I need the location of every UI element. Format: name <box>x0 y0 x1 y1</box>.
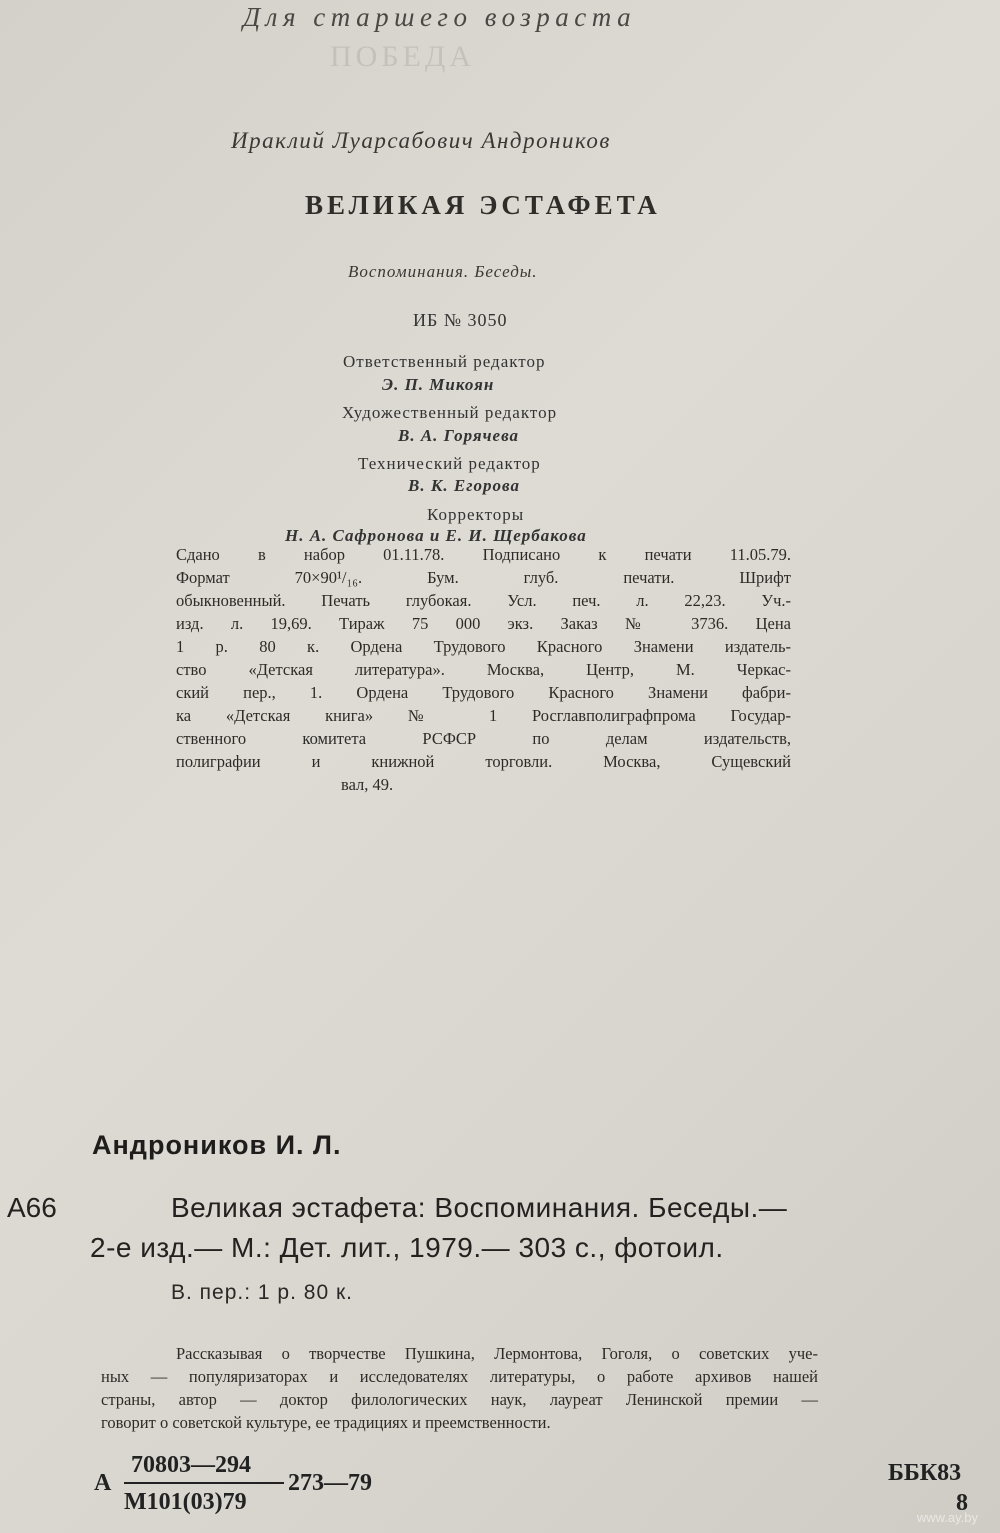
catalog-code: А66 <box>7 1192 57 1223</box>
imprint-line: ский пер., 1. Ордена Трудового Красного Знамени фабри- <box>176 683 791 702</box>
ib-number: ИБ № 3050 <box>413 310 508 330</box>
audience-label: Для старшего возраста <box>243 2 637 32</box>
imprint-line: обыкновенный. Печать глубокая. Усл. печ. л. 22,23. Уч.- <box>176 591 791 610</box>
catalog-price: В. пер.: 1 р. 80 к. <box>171 1281 353 1304</box>
bbk-code: ББК83 <box>888 1460 962 1486</box>
imprint-block <box>176 543 791 796</box>
annotation-line: говорит о советской культуре, ее традициях и преемственности. <box>101 1413 551 1432</box>
bbk-subcode: 8 <box>956 1490 968 1516</box>
imprint-line: изд. л. 19,69. Тираж 75 000 экз. Заказ № 3736. Цена <box>176 614 791 633</box>
staff-name-art-editor: В. А. Горячева <box>398 426 520 445</box>
imprint-line: ство «Детская литература». Москва, Центр, М. Черкас- <box>176 660 791 679</box>
index-denominator: М101(03)79 <box>124 1489 247 1515</box>
annotation-block <box>101 1342 818 1434</box>
show-through-text: ПОБЕДА <box>330 40 476 73</box>
watermark: www.ay.by <box>916 1510 978 1525</box>
imprint-line: вал, 49. <box>341 775 394 794</box>
book-subtitle: Воспоминания. Беседы. <box>348 262 538 281</box>
staff-name-tech-editor: В. К. Егорова <box>408 476 520 495</box>
imprint-line: ка «Детская книга» № 1 Росглавполиграфпрома Государ- <box>176 706 791 725</box>
annotation-line: страны, автор — доктор филологических наук, лауреат Ленинской премии — <box>101 1390 818 1409</box>
imprint-line: полиграфии и книжной торговли. Москва, Сущевский <box>176 752 791 771</box>
imprint-line: 1 р. 80 к. Ордена Трудового Красного Знамени издатель- <box>176 637 791 656</box>
imprint-line: Формат 70×90¹/₁₆. Бум. глуб. печати. Шрифт <box>176 568 791 587</box>
index-letter: А <box>94 1470 112 1496</box>
catalog-title-line: Великая эстафета: Воспоминания. Беседы.— <box>171 1192 788 1223</box>
staff-role-tech-editor: Технический редактор <box>358 454 541 473</box>
staff-role-editor: Ответственный редактор <box>343 352 546 371</box>
staff-name-editor: Э. П. Микоян <box>382 375 495 394</box>
annotation-line: ных — популяризаторах и исследователях литературы, о работе архивов нашей <box>101 1367 818 1386</box>
author-full-name: Ираклий Луарсабович Андроников <box>231 128 611 153</box>
index-numerator: 70803—294 <box>131 1452 251 1478</box>
staff-name-proofreaders: Н. А. Сафронова и Е. И. Щербакова <box>285 526 587 545</box>
catalog-edition-line: 2-е изд.— М.: Дет. лит., 1979.— 303 с., фотоил. <box>90 1232 724 1263</box>
index-tail: 273—79 <box>288 1470 372 1496</box>
staff-role-proofreaders: Корректоры <box>427 505 525 524</box>
annotation-line: Рассказывая о творчестве Пушкина, Лермонтова, Гоголя, о советских уче- <box>176 1344 818 1363</box>
index-fraction-rule <box>124 1482 284 1484</box>
catalog-author: Андроников И. Л. <box>92 1130 342 1160</box>
staff-role-art-editor: Художественный редактор <box>342 403 558 422</box>
imprint-line: Сдано в набор 01.11.78. Подписано к печати 11.05.79. <box>176 545 791 564</box>
book-title: ВЕЛИКАЯ ЭСТАФЕТА <box>305 190 661 220</box>
imprint-line: ственного комитета РСФСР по делам издательств, <box>176 729 791 748</box>
